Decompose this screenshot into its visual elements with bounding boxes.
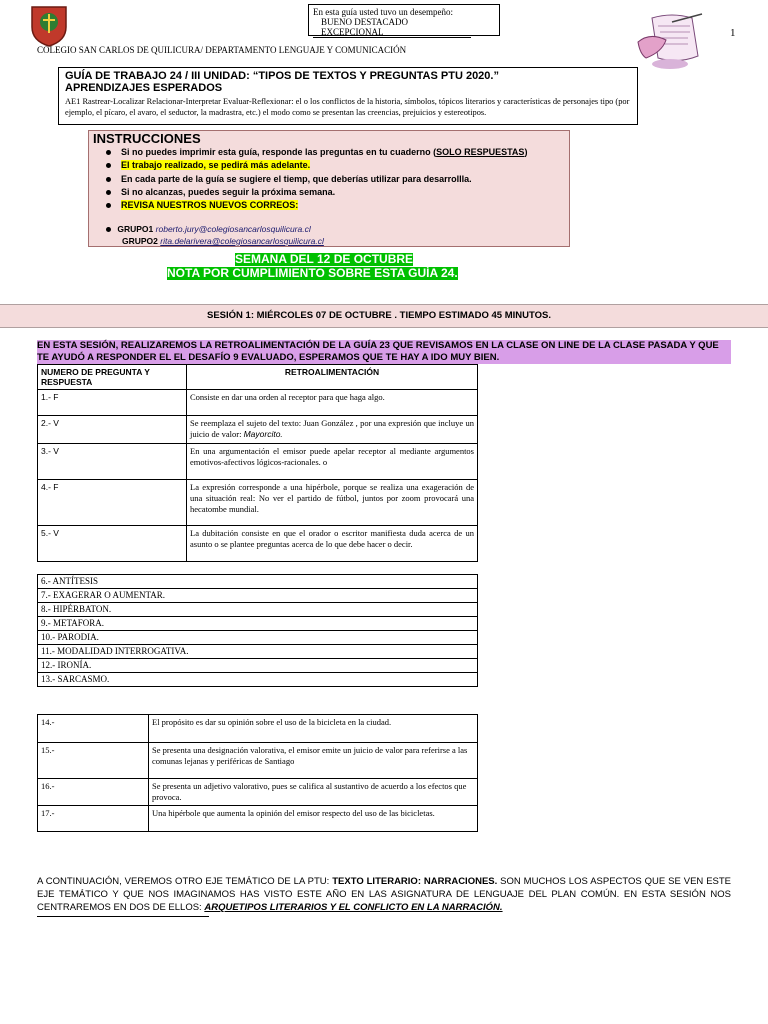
bullet-icon <box>106 163 111 168</box>
topic-emphasis: ARQUETIPOS LITERARIOS Y EL CONFLICTO EN LA NARRACIÓN. <box>204 902 503 913</box>
question-number: 3.- V <box>38 444 187 480</box>
feedback-text: En una argumentación el emisor puede apelar receptor al mediante argumentos emotivos-afectivos lógicos-racionales. o <box>187 444 478 480</box>
bullet-icon <box>106 150 111 155</box>
column-header-feedback: RETROALIMENTACIÓN <box>187 365 478 390</box>
learning-objective: AE1 Rastrear-Localizar Relacionar-Interpretar Evaluar-Reflexionar: el o los conflictos de la historia, símbolos, tópicos literarios y características de personajes tipo (por ejemplo, el pícaro, el avaro, el seductor, la madrastra, etc.) el modo como se presentan las creencias, prejuicios y estereotipos. <box>65 97 630 117</box>
instruction-text: El trabajo realizado, se pedirá más adelante. <box>121 160 311 170</box>
table-row <box>38 779 478 806</box>
question-number: 17.- <box>38 806 149 832</box>
answers-list-table <box>37 574 478 687</box>
instruction-item <box>106 147 527 157</box>
table-row <box>38 526 478 562</box>
instruction-text: Si no alcanzas, puedes seguir la próxima semana. <box>121 187 336 197</box>
instruction-underlined: SOLO RESPUESTAS <box>436 147 525 157</box>
feedback-text: La dubitación consiste en que el orador o escritor manifiesta duda acerca de un asunto o se plantee preguntas acerca de lo que debe hacer o decir. <box>187 526 478 562</box>
school-department-line: COLEGIO SAN CARLOS DE QUILICURA/ DEPARTAMENTO LENGUAJE Y COMUNICACIÓN <box>37 45 407 55</box>
feedback-emphasis: Mayorcito. <box>243 429 283 439</box>
column-header-question: NUMERO DE PREGUNTA Y RESPUESTA <box>38 365 187 390</box>
question-number: 5.- V <box>38 526 187 562</box>
instruction-item <box>106 174 472 184</box>
bullet-icon <box>106 190 111 195</box>
table-row <box>38 631 478 645</box>
table-row <box>38 589 478 603</box>
answer-cell: 13.- SARCASMO. <box>38 673 478 687</box>
group2-contact <box>122 236 324 246</box>
question-number: 2.- V <box>38 416 187 444</box>
table-row <box>38 806 478 832</box>
table-row <box>38 480 478 526</box>
week-banner: SEMANA DEL 12 DE OCTUBRE <box>235 252 414 266</box>
table-row <box>38 743 478 779</box>
answer-cell: 8.- HIPÉRBATON. <box>38 603 478 617</box>
performance-levels: BUENO DESTACADO EXCEPCIONAL <box>313 17 471 38</box>
table-row <box>38 444 478 480</box>
feedback-text: La expresión corresponde a una hipérbole, porque se realiza una exageración de una situación real: No ver el partido de fútbol, juntos por zoom provocará una hecatombe mundial. <box>187 480 478 526</box>
feedback-table <box>37 364 478 562</box>
table-row <box>38 659 478 673</box>
question-number: 4.- F <box>38 480 187 526</box>
instruction-item <box>106 187 335 197</box>
bullet-icon <box>106 227 111 232</box>
question-number: 15.- <box>38 743 149 779</box>
feedback-text: Se presenta una designación valorativa, el emisor emite un juicio de valor para referirse a las comunas lejanas y periféricas de Santiago <box>149 743 478 779</box>
group2-label: GRUPO2 <box>122 236 158 246</box>
performance-box <box>308 4 500 36</box>
instructions-box <box>88 130 570 247</box>
table-row <box>38 575 478 589</box>
answer-cell: 6.- ANTÍTESIS <box>38 575 478 589</box>
session-header: SESIÓN 1: MIÉRCOLES 07 DE OCTUBRE . TIEMPO ESTIMADO 45 MINUTOS. <box>0 304 768 328</box>
instruction-text: REVISA NUESTROS NUEVOS CORREOS: <box>121 200 299 210</box>
group1-email-link[interactable]: roberto.jury@colegiosancarlosquilicura.cl <box>155 224 311 234</box>
feedback-text: Se reemplaza el sujeto del texto: Juan González , por una expresión que incluye un juicio de valor: Mayorcito. <box>187 416 478 444</box>
answer-cell: 12.- IRONÍA. <box>38 659 478 673</box>
table-row <box>38 390 478 416</box>
instruction-item <box>106 160 310 170</box>
question-number: 16.- <box>38 779 149 806</box>
performance-label: En esta guía usted tuvo un desempeño: <box>313 7 453 17</box>
table-row <box>38 673 478 687</box>
guide-title: GUÍA DE TRABAJO 24 / III UNIDAD: “TIPOS DE TEXTOS Y PREGUNTAS PTU 2020.” <box>65 70 499 82</box>
table-header-row <box>38 365 478 390</box>
group1-contact <box>106 224 311 234</box>
question-number: 1.- F <box>38 390 187 416</box>
scroll-quill-illustration <box>632 12 708 72</box>
page-number: 1 <box>730 27 736 39</box>
guide-subtitle: APRENDIZAJES ESPERADOS <box>65 82 223 94</box>
bullet-icon <box>106 177 111 182</box>
answer-cell: 11.- MODALIDAD INTERROGATIVA. <box>38 645 478 659</box>
group1-label: GRUPO1 <box>117 224 154 234</box>
table-row <box>38 715 478 743</box>
instruction-text: En cada parte de la guía se sugiere el tiemp, que deberías utilizar para desarrollla. <box>121 174 472 184</box>
table-row <box>38 617 478 631</box>
feedback-intro: EN ESTA SESIÓN, REALIZAREMOS LA RETROALIMENTACIÓN DE LA GUÍA 23 QUE REVISAMOS EN LA CLASE ON LINE DE LA CLASE PASADA Y QUE TE AYUDÓ A RESPONDER EL EL DESAFÍO 9 EVALUADO, ESPERAMOS QUE TE HAY A IDO MUY BIEN. <box>37 340 731 364</box>
instructions-title: INSTRUCCIONES <box>93 131 201 146</box>
answer-cell: 9.- METAFORA. <box>38 617 478 631</box>
instruction-text: Si no puedes imprimir esta guía, responde las preguntas en tu cuaderno (SOLO RESPUESTAS) <box>121 147 528 157</box>
table-row <box>38 416 478 444</box>
grade-banner: NOTA POR CUMPLIMIENTO SOBRE ESTA GUÍA 24. <box>167 266 458 280</box>
table-row <box>38 645 478 659</box>
feedback-text: Se presenta un adjetivo valorativo, pues se califica al sustantivo de acuerdo a los efectos que provoca. <box>149 779 478 806</box>
feedback-text: Una hipérbole que aumenta la opinión del emisor respecto del uso de las bicicletas. <box>149 806 478 832</box>
bullet-icon <box>106 203 111 208</box>
table-row <box>38 603 478 617</box>
answer-cell: 10.- PARODIA. <box>38 631 478 645</box>
answer-cell: 7.- EXAGERAR O AUMENTAR. <box>38 589 478 603</box>
next-topic-paragraph: A CONTINUACIÓN, VEREMOS OTRO EJE TEMÁTICO DE LA PTU: TEXTO LITERARIO: NARRACIONES. SON MUCHOS LOS ASPECTOS QUE SE VEN ESTE EJE TEMÁTICO Y QUE NOS IMAGINAMOS HAS VISTO ESTE AÑO EN LAS ASIGNATURA DE LENGUAJE DEL PLAN COMÚN. EN ESTA SESIÓN NOS CENTRAREMOS EN DOS DE ELLOS: ARQUETIPOS LITERARIOS Y EL CONFLICTO EN LA NARRACIÓN. <box>37 876 732 913</box>
guide-header-box <box>58 67 638 125</box>
feedback-text: Consiste en dar una orden al receptor para que haga algo. <box>187 390 478 416</box>
question-number: 14.- <box>38 715 149 743</box>
group2-email-link[interactable]: rita.delarivera@colegiosancarlosquilicura.cl <box>160 236 324 246</box>
feedback-text: El propósito es dar su opinión sobre el uso de la bicicleta en la ciudad. <box>149 715 478 743</box>
school-crest-logo <box>30 5 68 47</box>
topic-bold: TEXTO LITERARIO: NARRACIONES. <box>332 876 498 887</box>
instruction-item <box>106 200 298 210</box>
feedback-table-2 <box>37 714 478 832</box>
separator-line <box>37 916 209 917</box>
